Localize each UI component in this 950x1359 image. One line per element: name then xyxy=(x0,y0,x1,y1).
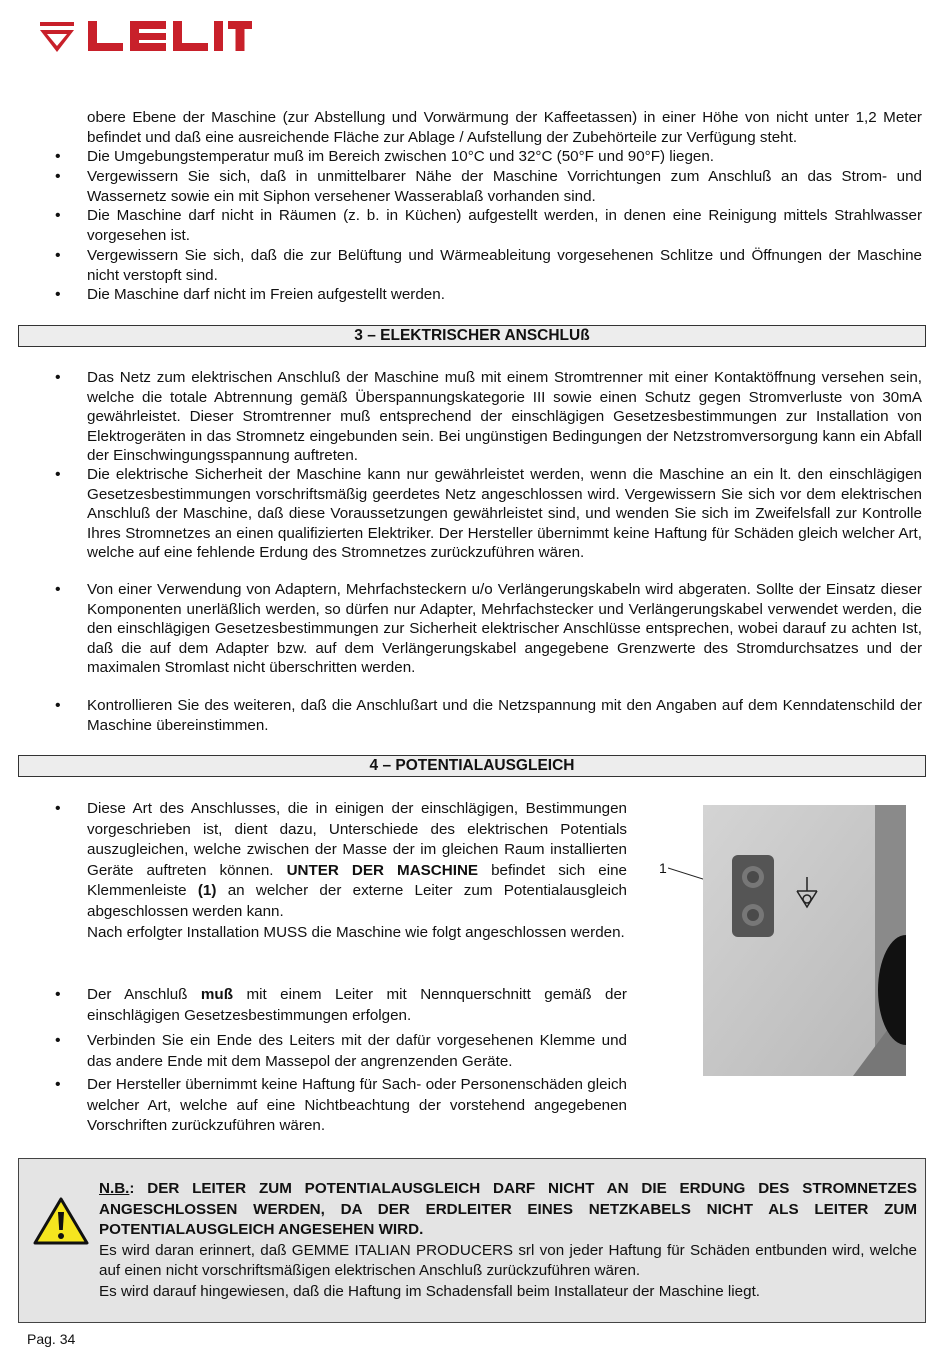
section-3-bullet-1: Das Netz zum elektrischen Anschluß der Maschine muß mit einem Stromtrenner mit einer Kontaktöffnung versehen sein, welche die totale Abtrennung gemäß Überspannungskategorie III sowie einen Schutz gegen Stromverluste von 30mA gewährleistet. Dieser Stromtrenner muß entsprechend der einschlägigen Gesetzesbestimmungen zur Installation von Elektrogeräten in das Stromnetz eingebunden sein. Bei ungünstigen Bedingungen der Netzstromversorgung kann ein Abfall der Einschwingungsspannung auftreten. xyxy=(87,369,922,464)
b1-end: an welcher der externe Leiter zum Potentialausgleich abgeschlossen werden kann. xyxy=(87,882,627,920)
figure-callout-label: 1 xyxy=(659,860,667,876)
b2-end: mit einem Leiter mit Nennquerschnitt gemäß der einschlägigen Gesetzesbestimmungen erfolgen. xyxy=(87,986,627,1024)
terminal-block-photo xyxy=(703,805,906,1076)
lelit-logo xyxy=(38,14,253,62)
bullet-marker: • xyxy=(55,1032,61,1049)
section-4-bullet-4: Der Hersteller übernimmt keine Haftung für Sach- oder Personenschäden gleich welcher Art, welche auf eine Nichtbeachtung der vorstehend angegebenen Vorschriften zurückzuführen wären. xyxy=(87,1076,627,1135)
section-3-bullet-2: Die elektrische Sicherheit der Maschine kann nur gewährleistet werden, wenn die Maschine an ein lt. den einschlägigen Gesetzesbestimmungen vorschriftsmäßig geerdetes Netz angeschlossen wird. Vergewissern Sie sich vor dem elektrischen Anschluß der Maschine, daß diese Voraussetzungen gewährleistet sind, und wenden Sie sich im Zweifelsfall zur Kontrolle Ihres Stromnetzes an einen qualifizierten Elektriker. Der Hersteller übernimmt keine Haftung für Schäden gleich welcher Art, welche auf eine fehlende Erdung des Stromnetzes zurückzuführen wären. xyxy=(87,466,922,561)
b2-bold: muß xyxy=(200,986,233,1003)
bullet-marker: • xyxy=(55,466,61,483)
b1-mid: befindet sich eine Klemmenleiste xyxy=(87,861,627,900)
bullet-marker: • xyxy=(55,800,61,817)
section-4-bullet-3: Verbinden Sie ein Ende des Leiters mit der dafür vorgesehenen Klemme und das andere Ende mit dem Massepol der angrenzenden Geräte. xyxy=(87,1032,627,1070)
b1-text: Diese Art des Anschlusses, die in einigen der einschlägigen, Bestimmungen vorgeschrieben ist, dient dazu, Unterschiede des elektrischen Potentials auszugleichen, welche zwischen der Masse der im gleichen Raum installierten Geräte auftreten können. xyxy=(87,800,627,879)
page-number: Pag. 34 xyxy=(27,1331,76,1347)
nb-bold-text: DER LEITER ZUM POTENTIALAUSGLEICH DARF NICHT AN DIE ERDUNG DES STROMNETZES ANGESCHLOSSEN WERDEN, DA DER ERDLEITER EINES NETZKABELS NICHT ALS LEITER ZUM POTENTIALAUSGLEICH ANGESEHEN WIRD. xyxy=(99,1180,917,1239)
nb-line-3: Es wird darauf hingewiesen, daß die Haftung im Schadensfall beim Installateur der Maschine liegt. xyxy=(99,1282,761,1300)
section-3-bullet-4: Kontrollieren Sie des weiteren, daß die Anschlußart und die Netzspannung mit den Angaben auf dem Kenndatenschild der Maschine übereinstimmen. xyxy=(87,697,922,734)
section-4-bullet-2 xyxy=(87,985,627,1026)
bullet-marker: • xyxy=(55,286,61,303)
warning-note-text xyxy=(99,1179,917,1303)
nb-prefix: N.B. xyxy=(99,1180,130,1197)
section-3-heading: 3 – ELEKTRISCHER ANSCHLUß xyxy=(18,325,926,347)
nb-colon: : xyxy=(129,1180,135,1197)
bullet-marker: • xyxy=(55,697,61,714)
bullet-marker: • xyxy=(55,1076,61,1093)
b1-line2: Nach erfolgter Installation MUSS die Maschine wie folgt angeschlossen werden. xyxy=(87,923,625,941)
section-4-bullet-1 xyxy=(87,799,627,943)
section-3-bullet-3: Von einer Verwendung von Adaptern, Mehrfachsteckern u/o Verlängerungskabeln wird abgeraten. Sollte der Einsatz dieser Komponenten unerläßlich werden, so dürfen nur Adapter, Mehrfachstecker und Verlängerungskabel verwendet werden, die den einschlägigen Gesetzesbestimmungen zur Sicherheit elektrischer Anschlüsse entsprechen, wobei darauf zu achten Ist, daß die auf dem Adapter bzw. auf dem Verlängerungskabel angegebene Grenzwerte des Stromdurchsatzes und der maximalen Stromlast nicht überschritten werden. xyxy=(87,581,922,676)
intro-bullet-5: Die Maschine darf nicht im Freien aufgestellt werden. xyxy=(87,286,445,303)
b1-ref: (1) xyxy=(197,882,217,900)
nb-line-2: Es wird daran erinnert, daß GEMME ITALIAN PRODUCERS srl von jeder Haftung für Schäden entbunden wird, welche auf einen nicht vorschriftsmäßigen elektrischen Anschluß zurückzuführen wären. xyxy=(99,1241,917,1280)
b2-start: Der Anschluß xyxy=(87,986,188,1003)
bullet-marker: • xyxy=(55,986,61,1003)
warning-note-box xyxy=(18,1158,926,1323)
bullet-marker: • xyxy=(55,247,61,264)
bullet-marker: • xyxy=(55,207,61,224)
intro-bullet-1: Die Umgebungstemperatur muß im Bereich zwischen 10°C und 32°C (50°F und 90°F) liegen. xyxy=(87,148,715,165)
intro-continuation: obere Ebene der Maschine (zur Abstellung und Vorwärmung der Kaffeetassen) in einer Höhe von nicht unter 1,2 Meter befindet und daß eine ausreichende Fläche zur Ablage / Aufstellung der Zubehörteile zur Verfügung steht. xyxy=(87,109,922,146)
bullet-marker: • xyxy=(55,168,61,185)
intro-bullet-4: Vergewissern Sie sich, daß die zur Belüftung und Wärmeableitung vorgesehenen Schlitze und Öffnungen der Maschine nicht verstopft sind. xyxy=(87,247,922,284)
bullet-marker: • xyxy=(55,581,61,598)
intro-bullet-2: Vergewissern Sie sich, daß in unmittelbarer Nähe der Maschine Vorrichtungen zum Anschluß an das Strom- und Wassernetz sowie ein mit Siphon versehener Wasserablaß vorhanden sind. xyxy=(87,168,922,205)
b1-bold: UNTER DER MASCHINE xyxy=(286,861,479,879)
bullet-marker: • xyxy=(55,369,61,386)
section-4-heading: 4 – POTENTIALAUSGLEICH xyxy=(18,755,926,777)
warning-triangle-icon xyxy=(33,1196,89,1246)
bullet-marker: • xyxy=(55,148,61,165)
intro-bullet-3: Die Maschine darf nicht in Räumen (z. b. in Küchen) aufgestellt werden, in denen eine Reinigung mittels Strahlwasser vorgesehen ist. xyxy=(87,207,922,244)
